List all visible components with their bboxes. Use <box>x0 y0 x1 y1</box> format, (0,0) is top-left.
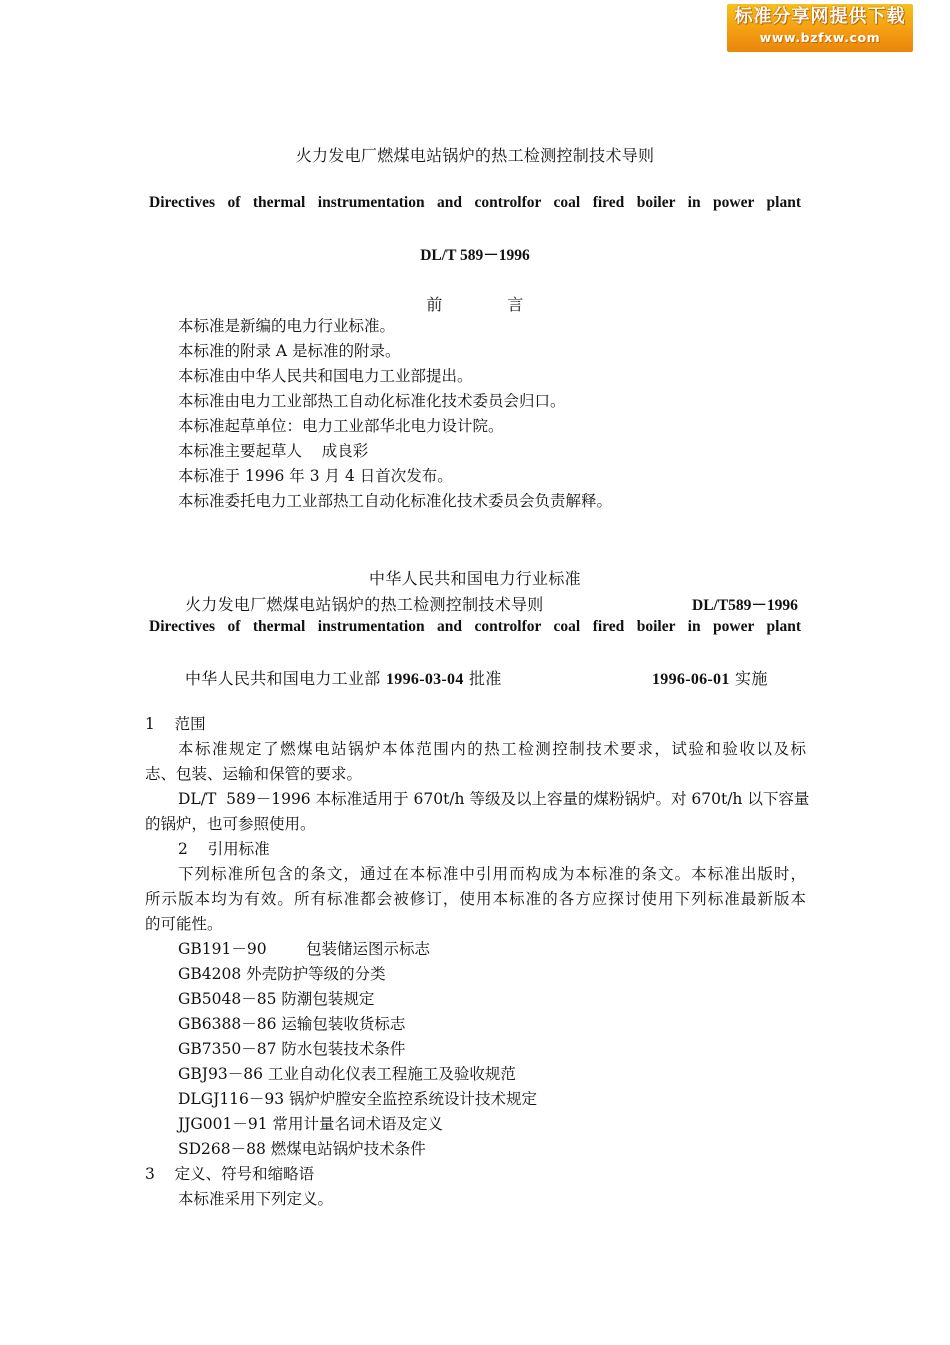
reference-item: GB6388－86 运输包装收货标志 <box>178 1015 406 1033</box>
doc-title-en: Directives of thermal instrumentation and controlfor coal fired boiler in power plant <box>149 194 801 211</box>
reference-item: GBJ93－86 工业自动化仪表工程施工及验收规范 <box>178 1065 516 1083</box>
foreword-line: 本标准委托电力工业部热工自动化标准化技术委员会负责解释。 <box>178 492 613 510</box>
approval-org: 中华人民共和国电力工业部 <box>185 669 386 688</box>
reference-item: DLGJ116－93 锅炉炉膛安全监控系统设计技术规定 <box>178 1090 538 1108</box>
reference-item: GB7350－87 防水包装技术条件 <box>178 1040 406 1058</box>
standard-title-cn: 火力发电厂燃煤电站锅炉的热工检测控制技术导则 <box>185 595 544 614</box>
watermark-url: www.bzfxw.com <box>759 30 881 45</box>
doc-code: DL/T 589－1996 <box>420 247 530 264</box>
foreword-line: 本标准起草单位：电力工业部华北电力设计院。 <box>178 417 504 435</box>
watermark-title: 标准分享网提供下载 <box>734 6 906 27</box>
standard-title-en: Directives of thermal instrumentation and controlfor coal fired boiler in power plant <box>149 618 801 635</box>
section-2-para-line-3: 的可能性。 <box>145 915 223 933</box>
section-3-heading: 3 定义、符号和缩略语 <box>145 1165 315 1183</box>
foreword-line: 本标准的附录 A 是标准的附录。 <box>178 342 401 360</box>
implementation-suffix: 实施 <box>729 669 768 688</box>
reference-item: JJG001－91 常用计量名词术语及定义 <box>178 1115 444 1133</box>
reference-item: GB5048－85 防潮包装规定 <box>178 990 375 1008</box>
approval-date: 1996-03-04 <box>386 671 464 688</box>
approval-suffix: 批准 <box>463 669 502 688</box>
implementation-date: 1996-06-01 <box>652 671 730 688</box>
standard-org: 中华人民共和国电力行业标准 <box>369 569 581 588</box>
reference-list <box>178 937 537 1162</box>
foreword-line: 本标准主要起草人 成良彩 <box>178 442 369 460</box>
foreword-line: 本标准由中华人民共和国电力工业部提出。 <box>178 367 473 385</box>
section-1-para-2-line-2: 的锅炉，也可参照使用。 <box>145 815 316 833</box>
foreword-line: 本标准由电力工业部热工自动化标准化技术委员会归口。 <box>178 392 566 410</box>
foreword-body <box>178 314 612 514</box>
reference-item: SD268－88 燃煤电站锅炉技术条件 <box>178 1140 426 1158</box>
implementation-line <box>652 666 768 689</box>
foreword-line: 本标准是新编的电力行业标准。 <box>178 317 396 335</box>
section-3-para: 本标准采用下列定义。 <box>178 1190 334 1208</box>
foreword-line: 本标准于 1996 年 3 月 4 日首次发布。 <box>178 467 453 485</box>
section-1-para-2-line-1: DL/T 589－1996 本标准适用于 670t/h 等级及以上容量的煤粉锅炉。对 670t/h 以下容量 <box>178 790 810 808</box>
standard-code: DL/T589－1996 <box>692 597 798 614</box>
section-2-para-line-1: 下列标准所包含的条文，通过在本标准中引用而构成为本标准的条文。本标准出版时， <box>178 865 806 883</box>
section-2-para-line-2: 所示版本均为有效。所有标准都会被修订，使用本标准的各方应探讨使用下列标准最新版本 <box>145 890 806 908</box>
approval-line <box>185 666 502 689</box>
section-1-para-1-line-1: 本标准规定了燃煤电站锅炉本体范围内的热工检测控制技术要求，试验和验收以及标 <box>178 740 806 758</box>
foreword-heading: 前 言 <box>426 295 524 314</box>
watermark-badge <box>727 4 913 52</box>
section-1-para-1-line-2: 志、包装、运输和保管的要求。 <box>145 765 363 783</box>
section-2-heading: 2 引用标准 <box>178 840 270 858</box>
doc-title-cn: 火力发电厂燃煤电站锅炉的热工检测控制技术导则 <box>295 146 655 165</box>
section-1-heading: 1 范围 <box>145 715 206 733</box>
reference-item: GB4208 外壳防护等级的分类 <box>178 965 386 983</box>
reference-item: GB191－90 包装储运图示标志 <box>178 940 430 958</box>
